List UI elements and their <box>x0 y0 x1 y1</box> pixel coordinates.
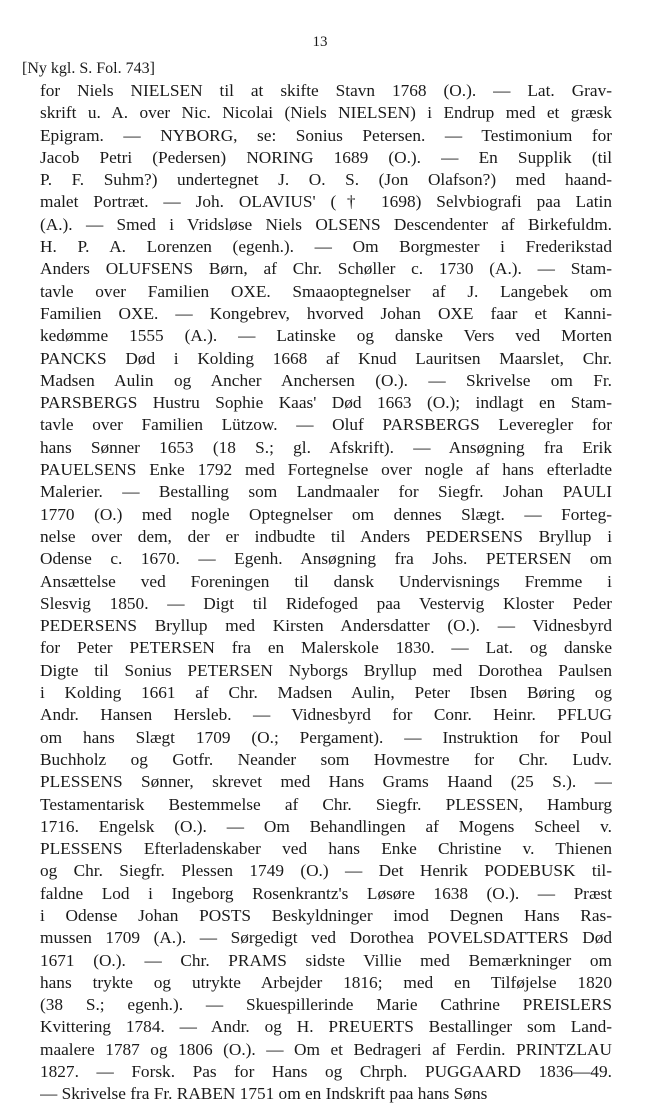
text-line: Kvittering 1784. — Andr. og H. PREUERTS Bestallinger som Land- <box>40 1017 612 1037</box>
text-line: PARSBERGS Hustru Sophie Kaas' Død 1663 (O.); indlagt en Stam- <box>40 393 612 413</box>
text-line: Buchholz og Gotfr. Neander som Hovmestre for Chr. Ludv. <box>40 749 612 769</box>
text-line: PANCKS Død i Kolding 1668 af Knud Lauritsen Maarslet, Chr. <box>40 348 612 368</box>
text-line: 1770 (O.) med nogle Optegnelser om dennes Slægt. — Forteg- <box>40 504 612 524</box>
text-line: P. F. Suhm?) undertegnet J. O. S. (Jon Olafson?) med haand- <box>40 170 612 190</box>
text-line: Ansættelse ved Foreningen til dansk Undervisnings Fremme i <box>40 571 612 591</box>
text-line: skrift u. A. over Nic. Nicolai (Niels NIELSEN) i Endrup med et græsk <box>40 103 612 123</box>
text-line: Testamentarisk Bestemmelse af Chr. Siegfr. PLESSEN, Hamburg <box>40 794 612 814</box>
text-line: faldne Lod i Ingeborg Rosenkrantz's Løsøre 1638 (O.). — Præst <box>40 883 612 903</box>
text-line: tavle over Familien OXE. Smaaoptegnelser af J. Langebek om <box>40 281 612 301</box>
body-text <box>40 80 612 1106</box>
text-line: Andr. Hansen Hersleb. — Vidnesbyrd for Conr. Heinr. PFLUG <box>40 705 612 725</box>
text-line: mussen 1709 (A.). — Sørgedigt ved Dorothea POVELSDATTERS Død <box>40 928 612 948</box>
text-line: om hans Slægt 1709 (O.; Pergament). — Instruktion for Poul <box>40 727 612 747</box>
text-line: malet Portræt. — Joh. OLAVIUS' († 1698) Selvbiografi paa Latin <box>40 192 612 212</box>
text-line: PAUELSENS Enke 1792 med Fortegnelse over nogle af hans efterladte <box>40 460 612 480</box>
page-number: 13 <box>312 34 328 50</box>
shelfmark: [Ny kgl. S. Fol. 743] <box>22 60 155 77</box>
text-line: Slesvig 1850. — Digt til Ridefoged paa Vestervig Kloster Peder <box>40 593 612 613</box>
text-line: 1716. Engelsk (O.). — Om Behandlingen af Mogens Scheel v. <box>40 816 612 836</box>
text-line: Madsen Aulin og Ancher Anchersen (O.). — Skrivelse om Fr. <box>40 370 612 390</box>
text-line: for Niels NIELSEN til at skifte Stavn 1768 (O.). — Lat. Grav- <box>40 81 612 100</box>
text-line: Familien OXE. — Kongebrev, hvorved Johan OXE faar et Kanni- <box>40 303 612 323</box>
text-line: Jacob Petri (Pedersen) NORING 1689 (O.). — En Supplik (til <box>40 147 612 167</box>
text-line: (38 S.; egenh.). — Skuespillerinde Marie Cathrine PREISLERS <box>40 995 612 1015</box>
text-line: PLESSENS Sønner, skrevet med Hans Grams Haand (25 S.). — <box>40 772 612 792</box>
text-line: tavle over Familien Lützow. — Oluf PARSBERGS Leveregler for <box>40 415 612 435</box>
text-line: 1671 (O.). — Chr. PRAMS sidste Villie med Bemærkninger om <box>40 950 612 970</box>
text-line: hans trykte og utrykte Arbejder 1816; med en Tilføjelse 1820 <box>40 972 612 992</box>
text-line: hans Sønner 1653 (18 S.; gl. Afskrift). — Ansøgning fra Erik <box>40 437 612 457</box>
text-line: — Skrivelse fra Fr. RABEN 1751 om en Indskrift paa hans Søns <box>40 1084 488 1104</box>
text-line: Digte til Sonius PETERSEN Nyborgs Bryllup med Dorothea Paulsen <box>40 660 612 680</box>
text-line: Anders OLUFSENS Børn, af Chr. Schøller c. 1730 (A.). — Stam- <box>40 259 612 279</box>
text-line: PLESSENS Efterladenskaber ved hans Enke Christine v. Thienen <box>40 839 612 859</box>
text-line: kedømme 1555 (A.). — Latinske og danske Vers ved Morten <box>40 326 612 346</box>
text-line: Malerier. — Bestalling som Landmaaler for Siegfr. Johan PAULI <box>40 482 612 502</box>
text-line: Epigram. — NYBORG, se: Sonius Petersen. — Testimonium for <box>40 125 612 145</box>
text-line: 1827. — Forsk. Pas for Hans og Chrph. PUGGAARD 1836—49. <box>40 1062 612 1082</box>
text-line: H. P. A. Lorenzen (egenh.). — Om Borgmester i Frederikstad <box>40 237 612 257</box>
text-line: Odense c. 1670. — Egenh. Ansøgning fra Johs. PETERSEN om <box>40 549 612 569</box>
text-line: i Kolding 1661 af Chr. Madsen Aulin, Peter Ibsen Børing og <box>40 683 612 703</box>
text-line: PEDERSENS Bryllup med Kirsten Andersdatter (O.). — Vidnesbyrd <box>40 616 612 636</box>
text-line: i Odense Johan POSTS Beskyldninger imod Degnen Hans Ras- <box>40 905 612 925</box>
text-line: (A.). — Smed i Vridsløse Niels OLSENS Descendenter af Birkefuldm. <box>40 214 612 234</box>
text-line: maalere 1787 og 1806 (O.). — Om et Bedrageri af Ferdin. PRINTZLAU <box>40 1039 612 1059</box>
text-line: og Chr. Siegfr. Plessen 1749 (O.) — Det Henrik PODEBUSK til- <box>40 861 612 881</box>
text-line: nelse over dem, der er indbudte til Anders PEDERSENS Bryllup i <box>40 526 612 546</box>
text-line: for Peter PETERSEN fra en Malerskole 1830. — Lat. og danske <box>40 638 612 658</box>
